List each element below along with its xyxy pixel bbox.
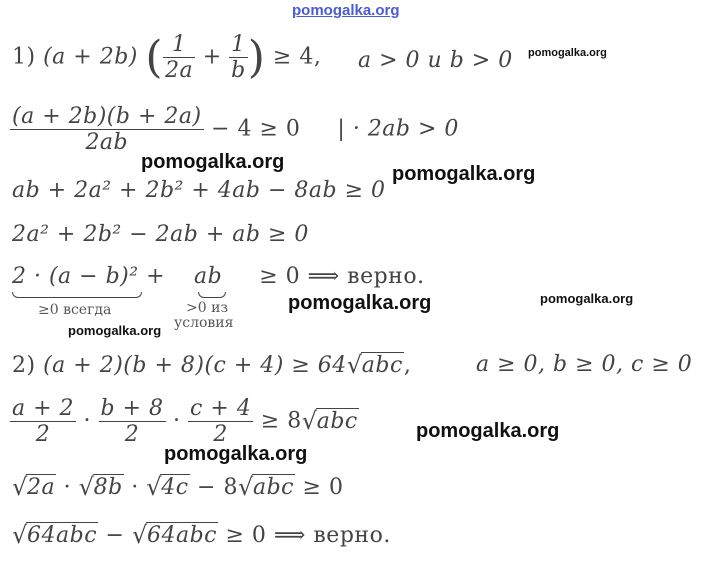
watermark: pomogalka.org xyxy=(416,420,560,442)
part1-step4-b: ab xyxy=(194,264,223,289)
sqrt-4c: √ 4c xyxy=(146,473,189,501)
part2-final-tail: ≥ 0 ⟹ верно. xyxy=(225,523,391,548)
part1-label: 1) xyxy=(12,44,36,70)
sqrt-abc: √ abc xyxy=(237,473,295,501)
watermark-top-link[interactable]: pomogalka.org xyxy=(292,2,400,19)
dot: · xyxy=(83,408,92,434)
watermark: pomogalka.org xyxy=(288,292,432,314)
part2-frac2: $\frac{b + 8}{2}$ xyxy=(100,396,164,447)
watermark: pomogalka.org xyxy=(392,163,536,185)
part2-fracs xyxy=(10,396,359,447)
part2-final xyxy=(12,522,391,548)
part1-step1-mult: | · 2ab > 0 xyxy=(337,116,459,142)
sqrt-8b: √ 8b xyxy=(78,473,123,501)
watermark: pomogalka.org xyxy=(540,291,634,306)
part1-step4-tail: ≥ 0 ⟹ верно. xyxy=(259,264,425,289)
sqrt-64abc-b: √ 64abc xyxy=(131,521,217,549)
part2-sqrt-tail: − 8 xyxy=(197,475,238,500)
part1-note-b2: условия xyxy=(174,315,234,331)
part2-frac-tail: ≥ 8 xyxy=(260,408,302,434)
part1-note-a: ≥0 всегда xyxy=(38,302,112,318)
part1-step1 xyxy=(10,104,459,155)
watermark: pomogalka.org xyxy=(164,443,308,465)
part1-step4 xyxy=(12,264,425,289)
part2-roots xyxy=(12,474,343,500)
underbrace-right xyxy=(198,292,226,298)
part1-step2: ab + 2a² + 2b² + 4ab − 8ab ≥ 0 xyxy=(12,178,386,203)
part1-line1: 1) (a + 2b) ( $\frac{1}{2a}$ + $\frac{1}{b}$ ) ≥ 4, xyxy=(12,32,322,83)
part1-step1-frac: $\frac{(a + 2b)(b + 2a)}{2ab}$ xyxy=(12,104,202,155)
part1-frac2: $\frac{1}{b}$ xyxy=(231,32,246,83)
part1-step4-a: 2 · (a − b)² xyxy=(12,264,139,289)
dot: · xyxy=(173,408,181,434)
watermark: pomogalka.org xyxy=(528,47,607,59)
part1-step3: 2a² + 2b² − 2ab + ab ≥ 0 xyxy=(12,222,309,247)
part1-note-b1: >0 из xyxy=(186,300,229,316)
part1-step4-plus: + xyxy=(146,264,166,289)
part2-label: 2) xyxy=(12,353,36,378)
watermark: pomogalka.org xyxy=(141,151,285,173)
part2-frac1: $\frac{a + 2}{2}$ xyxy=(12,396,75,447)
part2-condition: a ≥ 0, b ≥ 0, c ≥ 0 xyxy=(476,352,693,377)
part2-lhs: (a + 2)(b + 8)(c + 4) ≥ 64 xyxy=(43,353,347,378)
sqrt-2a: √ 2a xyxy=(12,473,56,501)
part2-final-minus: − xyxy=(105,523,125,548)
part2-sqrt-end: ≥ 0 xyxy=(302,475,344,500)
underbrace-left xyxy=(12,292,142,298)
part1-ineq: ≥ 4, xyxy=(272,44,322,70)
part1-lhs: (a + 2b) xyxy=(43,44,138,70)
watermark: pomogalka.org xyxy=(68,323,162,338)
part2-frac-sqrt: √ abc xyxy=(301,406,358,435)
part1-frac1: $\frac{1}{2a}$ xyxy=(165,32,194,83)
part2-line1: 2) (a + 2)(b + 8)(c + 4) ≥ 64 √ abc, xyxy=(12,351,412,379)
sqrt-64abc-a: √ 64abc xyxy=(12,521,98,549)
part2-lhs-sqrt: √ abc xyxy=(346,351,403,379)
part1-plus: + xyxy=(202,44,222,70)
dot: · xyxy=(131,475,139,500)
part1-condition: a > 0 и b > 0 xyxy=(358,48,513,73)
dot: · xyxy=(63,475,72,500)
part2-frac3: $\frac{c + 4}{2}$ xyxy=(190,396,252,447)
part1-step1-tail: − 4 ≥ 0 xyxy=(211,116,301,142)
